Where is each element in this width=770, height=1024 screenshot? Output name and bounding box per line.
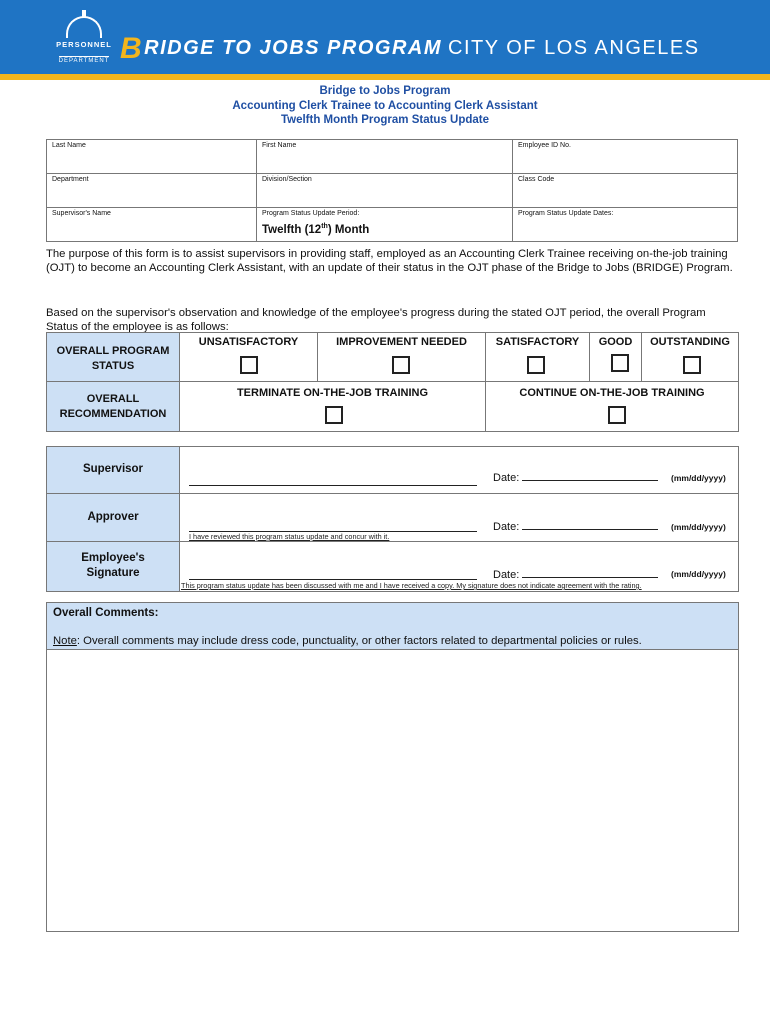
- comments-header: [47, 603, 738, 650]
- improvement-needed-checkbox[interactable]: [392, 356, 410, 374]
- last-name-label: Last Name: [52, 142, 86, 149]
- purpose-paragraph: The purpose of this form is to assist supervisors in providing staff, employed as an Accounting Clerk Trainee receiving on-the-job training (OJT) to become an Accounting Clerk Assistant, with an update of their status in the OJT phase of the Bridge to Jobs (BRIDGE) Program.: [46, 248, 733, 274]
- supervisor-signature-line[interactable]: [189, 471, 477, 486]
- document-title: [0, 84, 770, 128]
- last-name-field[interactable]: [47, 140, 257, 174]
- period-value-sup: th: [321, 223, 328, 230]
- personnel-department-logo: [54, 16, 114, 64]
- supervisor-label: Supervisor: [82, 463, 144, 475]
- good-checkbox[interactable]: [611, 354, 629, 372]
- unsatisfactory-header: UNSATISFACTORY: [198, 336, 299, 348]
- row-divider: [47, 381, 738, 382]
- title-line-1: Bridge to Jobs Program: [319, 85, 451, 97]
- date-label: Date:: [493, 472, 520, 484]
- improvement-needed-header: IMPROVEMENT NEEDED: [336, 336, 467, 348]
- supervisor-name-label: Supervisor's Name: [52, 210, 111, 217]
- outstanding-checkbox[interactable]: [683, 356, 701, 374]
- update-period-label: Program Status Update Period:: [262, 210, 360, 217]
- date-line: [522, 470, 658, 481]
- signature-table: [46, 446, 739, 592]
- program-status-table: [46, 332, 739, 432]
- overall-recommendation-label: OVERALL RECOMMENDATION: [59, 393, 167, 420]
- division-field[interactable]: [257, 174, 513, 208]
- title-initial: B: [120, 32, 144, 65]
- date-format-hint: (mm/dd/yyyy): [671, 522, 726, 532]
- date-line: [522, 519, 658, 530]
- satisfactory-checkbox[interactable]: [527, 356, 545, 374]
- header-banner: [0, 0, 770, 80]
- unsatisfactory-checkbox[interactable]: [240, 356, 258, 374]
- signature-row-labels: [47, 447, 180, 591]
- outstanding-header: OUTSTANDING: [650, 336, 730, 348]
- good-header: GOOD: [598, 336, 633, 348]
- terminate-ojt-checkbox[interactable]: [325, 406, 343, 424]
- title-line-3: Twelfth Month Program Status Update: [280, 114, 490, 126]
- supervisor-name-field[interactable]: [47, 208, 257, 242]
- comments-text-area[interactable]: [47, 650, 738, 931]
- logo-line-1: PERSONNEL: [56, 40, 112, 49]
- first-name-field[interactable]: [257, 140, 513, 174]
- update-dates-field[interactable]: [513, 208, 738, 242]
- date-label: Date:: [493, 569, 520, 581]
- date-format-hint: (mm/dd/yyyy): [671, 473, 726, 483]
- row-divider: [47, 493, 738, 494]
- city-hall-icon: [66, 16, 102, 38]
- employee-info-table: [46, 139, 738, 242]
- first-name-label: First Name: [262, 142, 297, 149]
- terminate-ojt-header: TERMINATE ON-THE-JOB TRAINING: [236, 387, 429, 399]
- employee-id-field[interactable]: [513, 140, 738, 174]
- program-banner-title: [120, 28, 700, 65]
- employee-id-label: Employee ID No.: [518, 142, 571, 149]
- status-intro-paragraph: Based on the supervisor's observation and knowledge of the employee's progress during the stated OJT period, the overall Program Status of the employee is as follows:: [46, 307, 706, 333]
- employee-signature-line[interactable]: [189, 565, 477, 580]
- class-code-label: Class Code: [518, 176, 555, 183]
- approver-signature-line[interactable]: [189, 517, 477, 532]
- period-value-pre: Twelfth (12: [262, 223, 322, 236]
- department-field[interactable]: [47, 174, 257, 208]
- approver-label: Approver: [87, 511, 139, 523]
- period-value-post: ) Month: [327, 223, 370, 236]
- title-line-2: Accounting Clerk Trainee to Accounting Clerk Assistant: [232, 99, 538, 112]
- satisfactory-header: SATISFACTORY: [495, 336, 580, 348]
- overall-program-status-label: OVERALL PROGRAM STATUS: [56, 345, 170, 372]
- employee-note: This program status update has been discussed with me and I have received a copy. My signature does not indicate agreement with the rating.: [181, 581, 642, 590]
- employee-signature-label: Employee's Signature: [81, 552, 145, 579]
- approver-date[interactable]: [493, 519, 658, 533]
- date-format-hint: (mm/dd/yyyy): [671, 569, 726, 579]
- continue-ojt-checkbox[interactable]: [608, 406, 626, 424]
- date-line: [522, 567, 658, 578]
- class-code-field[interactable]: [513, 174, 738, 208]
- logo-line-2: DEPARTMENT: [58, 58, 110, 64]
- banner-accent-stripe: [0, 74, 770, 80]
- department-label: Department: [52, 176, 89, 183]
- row-divider: [47, 541, 738, 542]
- update-period-value: [262, 223, 507, 236]
- comments-note: [53, 635, 642, 647]
- overall-comments-box: [46, 602, 739, 932]
- continue-ojt-header: CONTINUE ON-THE-JOB TRAINING: [519, 387, 705, 399]
- note-label: Note: [53, 635, 77, 647]
- note-text: : Overall comments may include dress code, punctuality, or other factors related to departmental policies or rules.: [76, 635, 642, 647]
- employee-date[interactable]: [493, 567, 658, 581]
- division-label: Division/Section: [262, 176, 312, 183]
- update-period-field: [257, 208, 513, 242]
- title-program: RIDGE TO JOBS PROGRAM: [144, 37, 442, 59]
- title-city: CITY OF LOS ANGELES: [448, 37, 700, 59]
- approver-note: I have reviewed this program status update and concur with it.: [189, 532, 390, 541]
- comments-title: Overall Comments:: [53, 607, 159, 619]
- supervisor-date[interactable]: [493, 470, 658, 484]
- date-label: Date:: [493, 521, 520, 533]
- status-row-labels: [47, 333, 180, 431]
- update-dates-label: Program Status Update Dates:: [518, 210, 614, 217]
